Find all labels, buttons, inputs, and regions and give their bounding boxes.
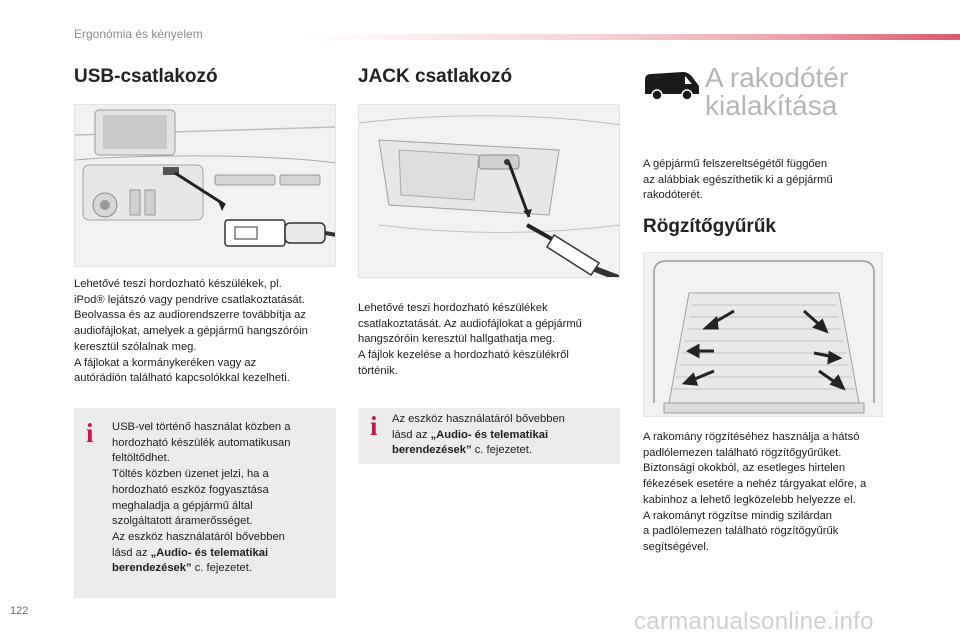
usb-description: Lehetővé teszi hordozható készülékek, pl. iPod® lejátszó vagy pendrive csatlakoztatását. Beolvassa és az audiorendszerre továbbítja az audiofájlokat, amelyek a gépjármű hangszóróin keresztül szólalnak meg. A fájlokat a kormánykeréken vagy az autórádión található kapcsolókkal kezelheti. [74, 278, 308, 385]
usb-connector-drawing [75, 105, 336, 267]
anchor-rings-drawing [644, 253, 883, 417]
usb-heading: USB-csatlakozó [74, 66, 218, 87]
jack-info-box [358, 408, 620, 464]
cargo-floor-illustration [643, 252, 883, 417]
jack-heading: JACK csatlakozó [358, 66, 513, 87]
anchor-rings-heading: Rögzítőgyűrűk [643, 216, 776, 237]
anchor-rings-description: A rakomány rögzítéséhez használja a hátsó padlólemezen található rögzítőgyűrűket. Biztonsági okokból, az esetleges hirtelen fékezések esetére a nehéz tárgyakat előre, a kabinhoz a lehető legközelebb helyezze el. A rakományt rögzítse mindig szilárdan a padlólemezen található rögzítőgyűrűk segítségével. [643, 431, 867, 553]
page-number: 122 [10, 605, 29, 617]
cargo-intro: A gépjármű felszereltségétől függően az alábbiak egészíthetik ki a gépjármű rakodóterét. [643, 158, 833, 202]
page-header-title: Ergonómia és kényelem [74, 27, 203, 41]
jack-info-text: Az eszköz használatáról bővebben lásd az „Audio- és telematikai berendezések” c. fejezetet. [392, 413, 565, 457]
info-icon: i [86, 418, 94, 448]
usb-port-illustration [74, 104, 336, 267]
jack-description: Lehetővé teszi hordozható készülékek csatlakoztatását. Az audiofájlokat a gépjármű hangszóróin keresztül hallgathatja meg. A fájlok kezelése a hordozható készülékről történik. [358, 302, 582, 377]
header-accent-bar [300, 34, 960, 40]
chapter-reference: „Audio- és telematikai [150, 546, 269, 559]
jack-connector-drawing [359, 105, 620, 278]
chapter-reference: „Audio- és telematikai [430, 428, 549, 441]
jack-port-illustration [358, 104, 620, 278]
info-icon: i [370, 411, 378, 441]
usb-info-text: USB-vel történő használat közben a hordozható készülék automatikusan feltöltődhet. Töltés közben üzenet jelzi, ha a hordozható eszköz fogyasztása meghaladja a gépjármű által szolgáltatott áramerősséget. Az eszköz használatáról bővebben lásd az „Audio- és telematikai berendezések” c. fejezetet. [112, 421, 291, 575]
van-icon [643, 70, 701, 107]
watermark: carmanualsonline.info [634, 608, 874, 635]
usb-info-box [74, 408, 336, 598]
cargo-section-title: A rakodótér kialakítása [705, 62, 849, 121]
